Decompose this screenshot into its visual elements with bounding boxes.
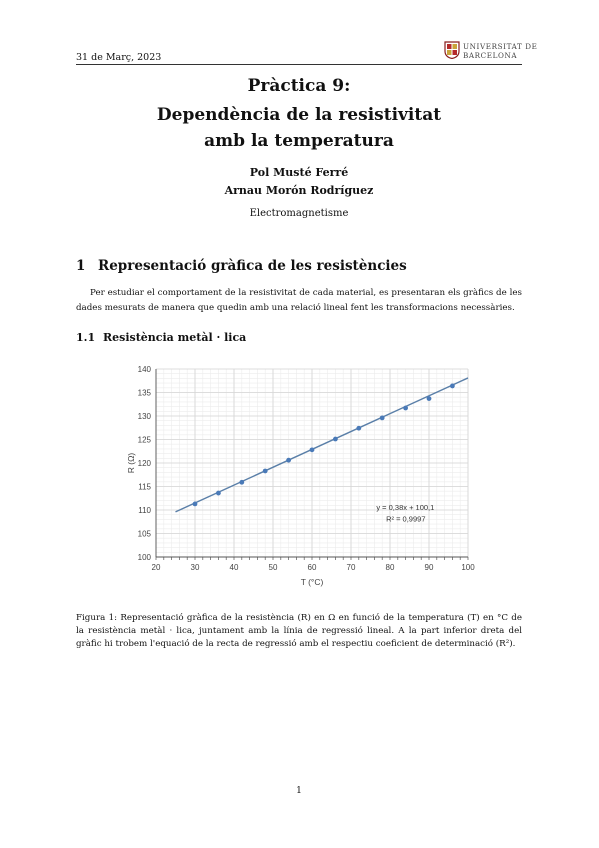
data-point	[286, 458, 291, 463]
university-logo	[444, 40, 538, 60]
title-line-2: Dependència de la resistivitat	[156, 105, 442, 125]
course-name: Electromagnetisme	[249, 208, 349, 219]
data-point	[356, 426, 361, 431]
data-point	[333, 437, 338, 442]
data-point	[216, 491, 221, 496]
subsection-title: Resistència metàl · lica	[103, 331, 247, 344]
y-tick-label: 110	[138, 506, 151, 515]
y-axis-label: R (Ω)	[126, 452, 136, 474]
x-tick-label: 100	[461, 563, 475, 572]
data-point	[450, 384, 455, 389]
x-tick-label: 60	[307, 563, 317, 572]
regression-equation: y = 0,38x + 100,1	[376, 503, 435, 512]
x-tick-label: 20	[151, 563, 161, 572]
section-number: 1	[76, 258, 86, 274]
university-crest-icon	[444, 41, 460, 59]
y-tick-label: 135	[137, 388, 151, 398]
title-line-3: amb la temperatura	[204, 131, 394, 151]
x-tick-label: 40	[229, 563, 239, 572]
x-tick-label: 70	[346, 563, 356, 572]
data-point	[263, 469, 268, 474]
regression-r2: R² = 0,9997	[386, 514, 426, 524]
y-tick-label: 125	[137, 435, 151, 445]
data-point	[403, 406, 408, 411]
data-point	[427, 396, 432, 401]
logo-text-line2: BARCELONA	[463, 51, 518, 60]
author-1: Pol Musté Ferré	[249, 166, 349, 179]
x-tick-label: 50	[268, 563, 278, 572]
x-axis-label: T (°C)	[300, 577, 324, 587]
subsection-heading	[76, 331, 246, 344]
data-point	[380, 415, 385, 420]
header-rule	[76, 64, 522, 65]
y-tick-label: 120	[137, 459, 151, 468]
y-tick-label: 100	[137, 553, 151, 562]
x-tick-label: 90	[424, 563, 434, 572]
y-tick-label: 140	[137, 365, 151, 374]
section-title: Representació gràfica de les resistències	[98, 258, 407, 274]
logo-text-line1: UNIVERSITAT DE	[463, 42, 538, 51]
author-2: Arnau Morón Rodríguez	[224, 184, 374, 197]
data-point	[310, 447, 315, 452]
y-tick-label: 115	[138, 482, 151, 492]
page-number: 1	[296, 786, 302, 796]
resistance-temperature-chart	[124, 361, 476, 593]
figure-caption: Figura 1: Representació gràfica de la resistència (R) en Ω en funció de la temperatura (T) en °C de la resistència metàl · lica, juntament amb la línia de regressió lineal. A la part inferior dreta del gràfic hi trobem l'equació de la recta de regressió amb el respectiu coeficient de determinació (R²).	[76, 613, 522, 649]
y-tick-label: 130	[137, 412, 151, 421]
x-tick-label: 80	[385, 563, 395, 572]
section-paragraph: Per estudiar el comportament de la resistivitat de cada material, es presentaran els gràfics de les dades mesurats de manera que quedin amb una relació lineal fent les transformacions necessàries.	[76, 288, 522, 313]
subsection-number: 1.1	[76, 331, 96, 344]
y-tick-label: 105	[137, 529, 151, 539]
data-point	[193, 501, 198, 506]
header-date: 31 de Març, 2023	[76, 52, 162, 63]
data-point	[239, 480, 244, 485]
x-tick-label: 30	[190, 563, 200, 572]
section-heading	[76, 258, 407, 274]
title-line-1: Pràctica 9:	[247, 76, 351, 96]
